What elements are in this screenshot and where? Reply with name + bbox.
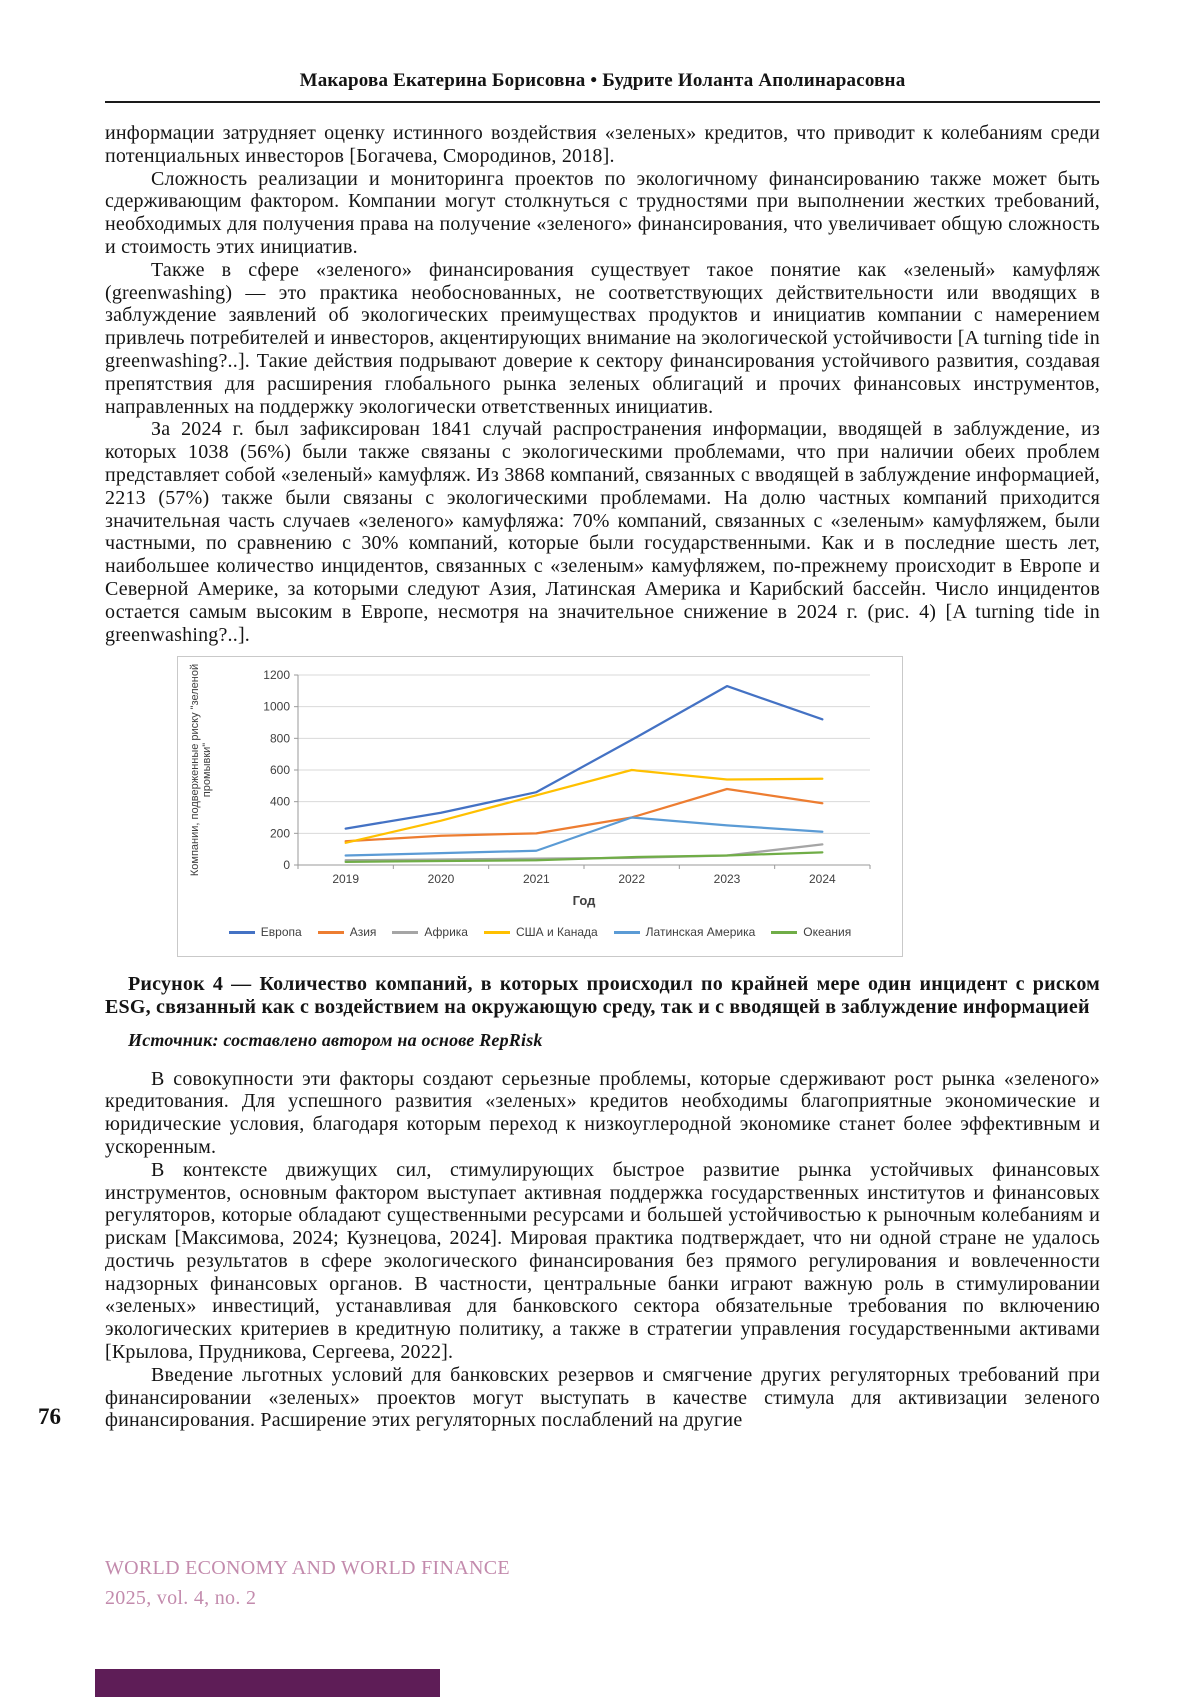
svg-text:200: 200	[269, 826, 290, 841]
header-rule	[105, 101, 1100, 103]
journal-issue: 2025, vol. 4, no. 2	[105, 1587, 257, 1609]
legend-line-swatch	[318, 931, 344, 934]
figure-source: Источник: составлено автором на основе RepRisk	[128, 1029, 543, 1050]
paragraph: информации затрудняет оценку истинного воздействия «зеленых» кредитов, что приводит к колебаниям среди потенциальных инвесторов [Богачева, Смородинов, 2018].	[105, 122, 1100, 167]
svg-text:2020: 2020	[427, 872, 455, 887]
svg-text:600: 600	[269, 763, 290, 778]
legend-item	[484, 921, 598, 944]
legend-line-swatch	[229, 931, 255, 934]
paragraph: Сложность реализации и мониторинга проектов по экологичному финансированию также может быть сдерживающим фактором. Компании могут столкнуться с трудностями при выполнении жестких требований, необходимых для получения права на получение «зеленого» финансирования, что увеличивает общую сложность и стоимость этих инициатив.	[105, 167, 1100, 258]
legend-item	[392, 921, 468, 944]
svg-text:0: 0	[283, 858, 290, 873]
legend-item	[614, 921, 756, 944]
paragraph: Также в сфере «зеленого» финансирования существует такое понятие как «зеленый» камуфляж (greenwashing) — это практика необоснованных, не соответствующих действительности или вводящих в заблуждение заявлений об экологических преимуществах продуктов и инициатив компании с намерением привлечь потребителей и инвесторов, акцентирующих внимание на экологической устойчивости [A turning tide in greenwashing?..]. Такие действия подрывают доверие к сектору финансирования устойчивого развития, создавая препятствия для расширения глобального рынка зеленых облигаций и прочих финансовых инструментов, направленных на поддержку экологически ответственных инициатив.	[105, 258, 1100, 418]
svg-text:1200: 1200	[263, 668, 290, 683]
running-head: Макарова Екатерина Борисовна • Будрите Иоланта Аполинарасовна	[299, 70, 906, 91]
svg-text:400: 400	[269, 794, 290, 809]
legend-label: Европа	[260, 925, 302, 940]
chart-legend	[180, 915, 900, 954]
svg-text:2021: 2021	[522, 872, 550, 887]
paragraph: Введение льготных условий для банковских резервов и смягчение других регуляторных требований при финансировании «зеленых» проектов могут выступать в качестве стимула для активизации зеленого финансирования. Расширение этих регуляторных послаблений на другие	[105, 1363, 1100, 1432]
svg-text:1000: 1000	[263, 699, 290, 714]
legend-item	[318, 921, 377, 944]
legend-label: Азия	[349, 925, 377, 940]
line-chart	[177, 656, 903, 957]
journal-title: WORLD ECONOMY AND WORLD FINANCE	[105, 1557, 510, 1579]
figure-4	[177, 656, 1100, 957]
legend-label: Океания	[803, 925, 852, 940]
paragraph: В совокупности эти факторы создают серьезные проблемы, которые сдерживают рост рынка «зеленого» кредитования. Для успешного развития «зеленых» кредитов необходимы благоприятные экономические и юридические условия, благодаря которым переход к низкоуглеродной экономике станет более эффективным и ускоренным.	[105, 1067, 1100, 1158]
svg-text:800: 800	[269, 731, 290, 746]
legend-line-swatch	[771, 931, 797, 934]
svg-text:Год: Год	[572, 893, 596, 909]
svg-text:2024: 2024	[808, 872, 836, 887]
footer-accent-bar	[95, 1669, 440, 1697]
page-number: 76	[38, 1404, 61, 1429]
legend-label: Африка	[424, 925, 468, 940]
svg-text:2023: 2023	[713, 872, 741, 887]
legend-line-swatch	[392, 931, 418, 934]
paragraph: За 2024 г. был зафиксирован 1841 случай распространения информации, вводящей в заблуждение, из которых 1038 (56%) были также связаны с экологическими проблемами, что при наличии обеих проблем представляет собой «зеленый» камуфляж. Из 3868 компаний, связанных с вводящей в заблуждение информацией, 2213 (57%) также были связаны с экологическими проблемами. На долю частных компаний приходится значительная часть случаев «зеленого» камуфляжа: 70% компаний, связанных с «зеленым» камуфляжем, были частными, по сравнению с 30% компаний, которые были государственными. Как и в последние шесть лет, наибольшее количество инцидентов, связанных с «зеленым» камуфляжем, по-прежнему происходит в Европе и Северной Америке, за которыми следуют Азия, Латинская Америка и Карибский бассейн. Число инцидентов остается самым высоким в Европе, несмотря на значительное снижение в 2024 г. (рис. 4) [A turning tide in greenwashing?..].	[105, 418, 1100, 646]
svg-text:2019: 2019	[332, 872, 360, 887]
legend-label: США и Канада	[515, 925, 598, 940]
legend-item	[771, 921, 851, 944]
figure-caption: Рисунок 4 — Количество компаний, в которых происходил по крайней мере один инцидент с риском ESG, связанный как с воздействием на окружающую среду, так и с вводящей в заблуждение информацией	[105, 973, 1100, 1018]
paragraph: В контексте движущих сил, стимулирующих быстрое развитие рынка устойчивых финансовых инструментов, основным фактором выступает активная поддержка государственных институтов и финансовых регуляторов, которые обладают существенными ресурсами и большей устойчивостью к рыночным колебаниям и рискам [Максимова, 2024; Кузнецова, 2024]. Мировая практика подтверждает, что ни одной стране не удалось достичь результатов в сфере экологического финансирования без прямого регулирования и вовлеченности надзорных финансовых органов. В частности, центральные банки играют важную роль в стимулировании «зеленых» инвестиций, устанавливая для банковского сектора обязательные требования по включению экологических критериев в кредитную политику, а также в стратегии управления государственными активами [Крылова, Прудникова, Сергеева, 2022].	[105, 1158, 1100, 1364]
legend-label: Латинская Америка	[645, 925, 756, 940]
svg-text:2022: 2022	[618, 872, 646, 887]
svg-text:Компании, подверженные риску ": Компании, подверженные риску "зеленойпромывки"	[189, 664, 213, 877]
journal-footer	[105, 1553, 510, 1613]
legend-line-swatch	[484, 931, 510, 934]
legend-line-swatch	[614, 931, 640, 934]
chart-plot-area	[180, 663, 900, 915]
page-content	[105, 122, 1100, 1432]
legend-item	[229, 921, 302, 944]
